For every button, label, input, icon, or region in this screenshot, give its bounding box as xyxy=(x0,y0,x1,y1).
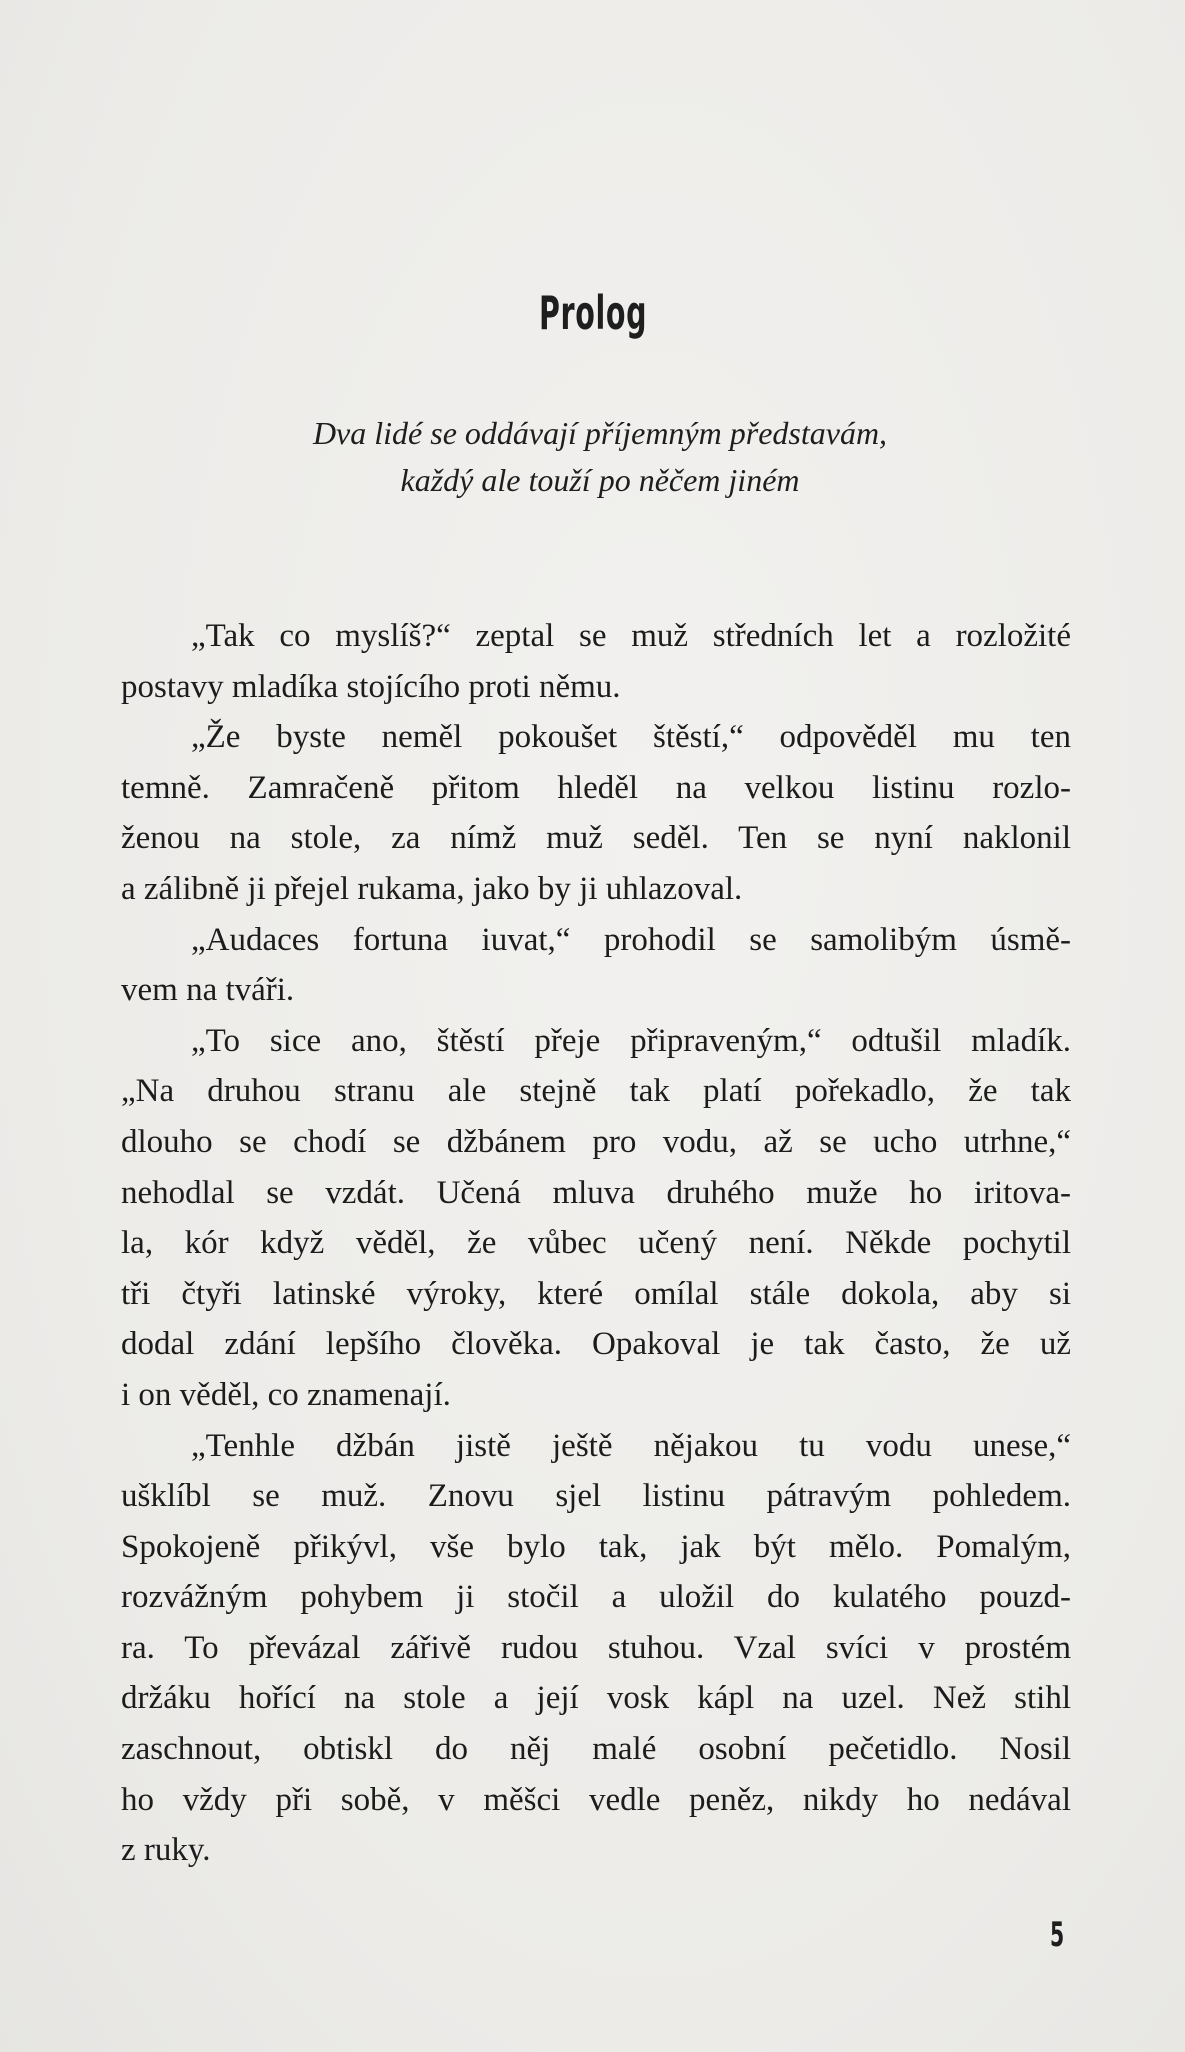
text-line: la, kór když věděl, že vůbec učený není. Někde pochytil xyxy=(121,1225,1071,1262)
text-line: „Audaces fortuna iuvat,“ prohodil se samolibým úsmě- xyxy=(191,921,1071,958)
text-line: „Tak co myslíš?“ zeptal se muž středních let a rozložité xyxy=(191,618,1071,654)
text-line: dodal zdání lepšího člověka. Opakoval je tak často, že už xyxy=(121,1326,1071,1363)
text-line: „Na druhou stranu ale stejně tak platí pořekadlo, že tak xyxy=(121,1073,1071,1110)
text-line: ušklíbl se muž. Znovu sjel listinu pátravým pohledem. xyxy=(121,1478,1071,1515)
epigraph-line: každý ale touží po něčem jiném xyxy=(400,462,800,498)
page-number: 5 xyxy=(1050,1915,1065,1955)
text-line: ra. To převázal zářivě rudou stuhou. Vzal svíci v prostém xyxy=(121,1629,1071,1666)
text-line: rozvážným pohybem ji stočil a uložil do kulatého pouzd- xyxy=(121,1579,1071,1616)
text-line: držáku hořící na stole a její vosk kápl na uzel. Než stihl xyxy=(121,1680,1071,1717)
text-line: „Že byste neměl pokoušet štěstí,“ odpověděl mu ten xyxy=(191,719,1071,756)
text-line: „To sice ano, štěstí přeje připraveným,“ odtušil mladík. xyxy=(191,1022,1071,1059)
text-line: a zálibně ji přejel rukama, jako by ji uhlazoval. xyxy=(121,870,743,907)
epigraph-line: Dva lidé se oddávají příjemným představám, xyxy=(312,415,888,451)
text-line: tři čtyři latinské výroky, které omílal stále dokola, aby si xyxy=(121,1275,1071,1312)
body-text xyxy=(121,611,1071,1876)
chapter-title: Prolog xyxy=(539,286,648,340)
text-line: ženou na stole, za nímž muž seděl. Ten se nyní naklonil xyxy=(121,820,1071,857)
text-line: temně. Zamračeně přitom hleděl na velkou listinu rozlo- xyxy=(121,769,1071,806)
text-line: vem na tváři. xyxy=(121,972,295,1009)
epigraph xyxy=(100,410,1100,504)
text-line: z ruky. xyxy=(121,1832,211,1869)
text-line: dlouho se chodí se džbánem pro vodu, až se ucho utrhne,“ xyxy=(121,1123,1071,1160)
text-line: nehodlal se vzdát. Učená mluva druhého muže ho iritova- xyxy=(121,1174,1071,1211)
text-line: „Tenhle džbán jistě ještě nějakou tu vodu unese,“ xyxy=(191,1427,1071,1464)
text-line: i on věděl, co znamenají. xyxy=(121,1376,451,1413)
text-line: ho vždy při sobě, v měšci vedle peněz, nikdy ho nedával xyxy=(121,1781,1071,1818)
text-line: zaschnout, obtiskl do něj malé osobní pečetidlo. Nosil xyxy=(121,1731,1071,1768)
text-line: Spokojeně přikývl, vše bylo tak, jak být mělo. Pomalým, xyxy=(121,1528,1071,1565)
text-line: postavy mladíka stojícího proti němu. xyxy=(121,668,621,705)
